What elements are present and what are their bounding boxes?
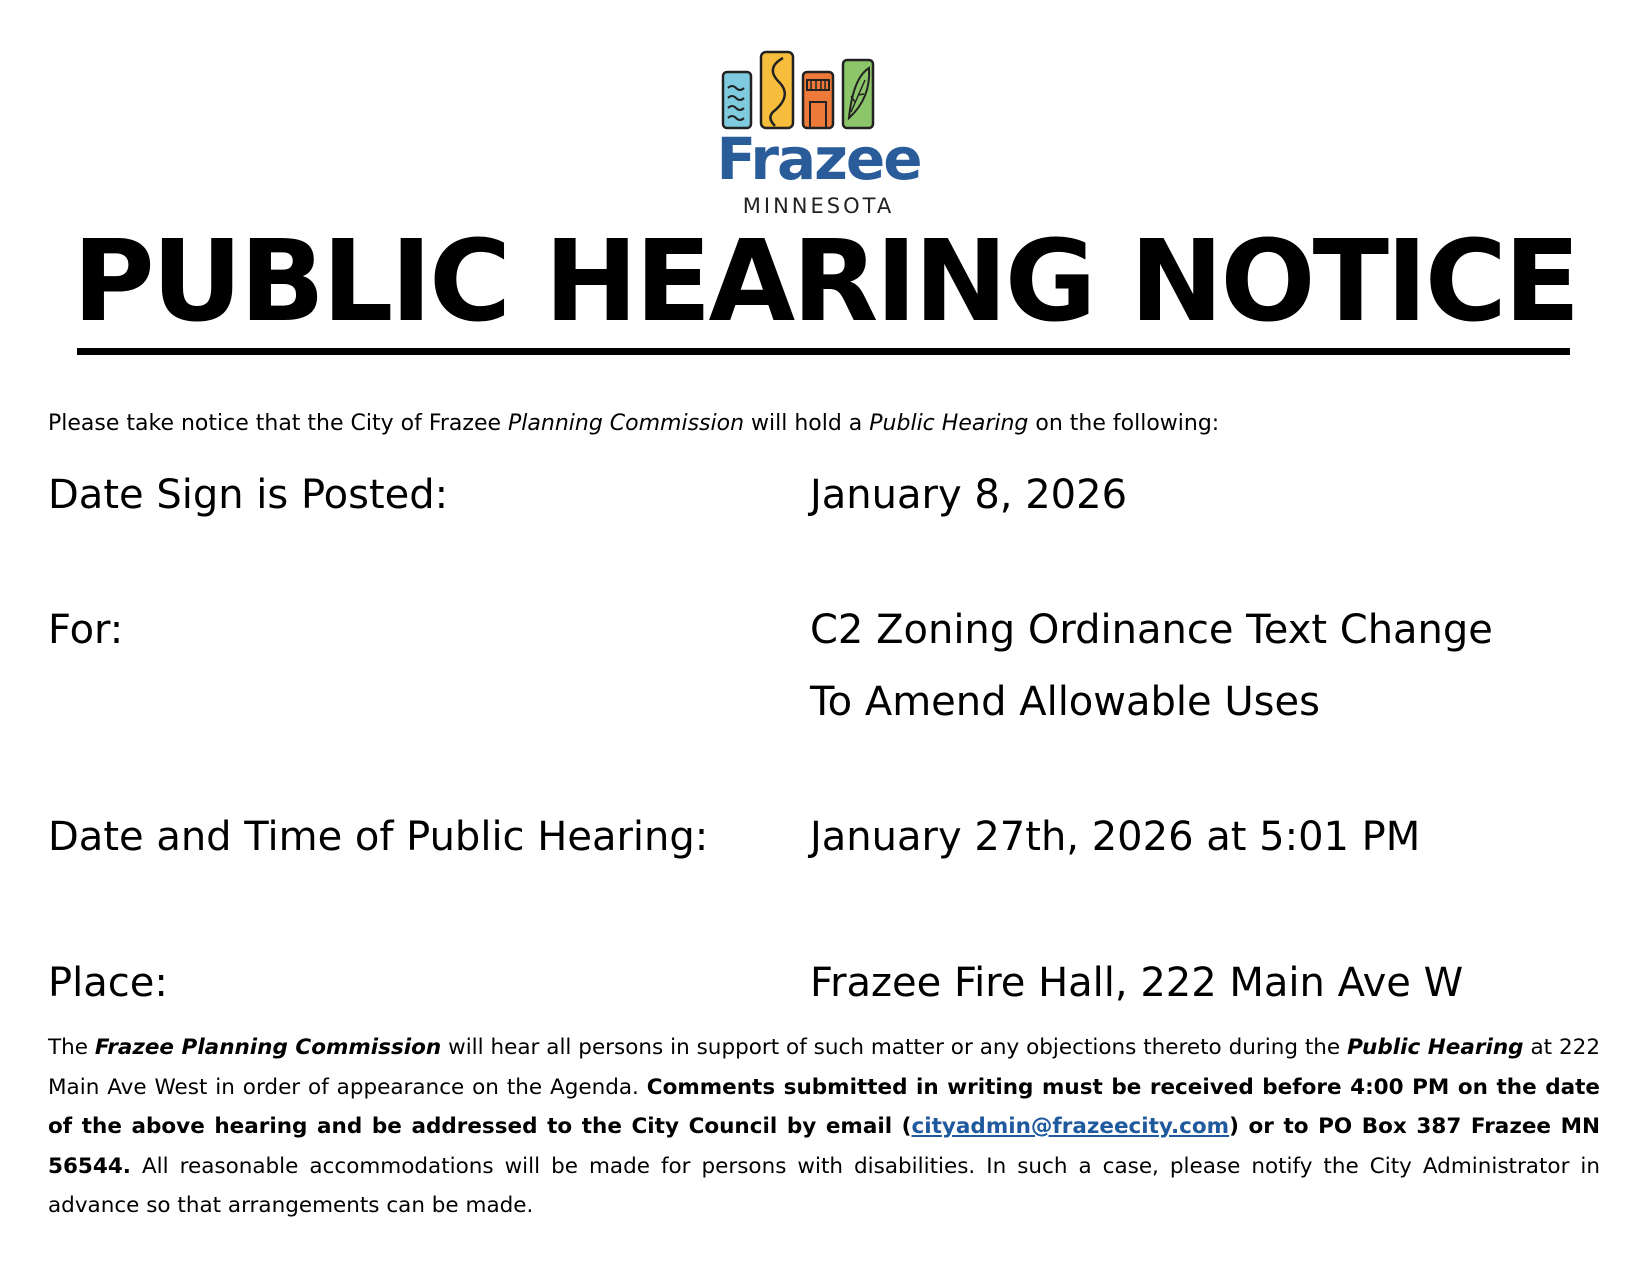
footer-po-box: ) or to PO Box 387 Frazee MN 56544. (48, 1114, 1600, 1179)
footer-text: The (48, 1035, 95, 1060)
date-posted-label: Date Sign is Posted: (48, 472, 449, 518)
for-value-line1: C2 Zoning Ordinance Text Change (810, 607, 1493, 653)
for-value-line2: To Amend Allowable Uses (810, 679, 1320, 725)
for-label: For: (48, 607, 124, 653)
title-underline (77, 348, 1570, 355)
logo-state: MINNESOTA (742, 194, 895, 218)
city-buildings-icon (721, 50, 921, 130)
hearing-datetime-value: January 27th, 2026 at 5:01 PM (810, 814, 1421, 860)
intro-planning-commission: Planning Commission (508, 411, 745, 436)
footer-commission: Frazee Planning Commission (94, 1035, 442, 1060)
footer-text: at 222 Main Ave West in order of appearance on the Agenda. (48, 1035, 1600, 1100)
place-label: Place: (48, 960, 168, 1006)
page-title: PUBLIC HEARING NOTICE (72, 217, 1578, 347)
frazee-logo (716, 50, 926, 225)
footer-text: All reasonable accommodations will be made for persons with disabilities. In such a case, please notify the City Administrator in advance so that arrangements can be made. (48, 1153, 1600, 1218)
email-link[interactable]: cityadmin@frazeecity.com (911, 1114, 1230, 1139)
intro-text: will hold a (744, 411, 870, 436)
logo-wordmark: Frazee (716, 125, 921, 193)
footer-paragraph (48, 1028, 1600, 1226)
intro-public-hearing: Public Hearing (869, 411, 1029, 436)
footer-text: will hear all persons in support of such matter or any objections thereto during the (441, 1035, 1348, 1060)
intro-paragraph (48, 410, 1608, 438)
date-posted-value: January 8, 2026 (810, 472, 1128, 518)
footer-comments-instructions: Comments submitted in writing must be received before 4:00 PM on the date of the above hearing and be addressed to the City Council by email ( (48, 1074, 1600, 1139)
intro-text: on the following: (1028, 411, 1220, 436)
intro-text: Please take notice that the City of Frazee (48, 411, 509, 436)
hearing-datetime-label: Date and Time of Public Hearing: (48, 814, 709, 860)
footer-public-hearing: Public Hearing (1347, 1035, 1524, 1060)
place-value: Frazee Fire Hall, 222 Main Ave W (810, 960, 1464, 1006)
